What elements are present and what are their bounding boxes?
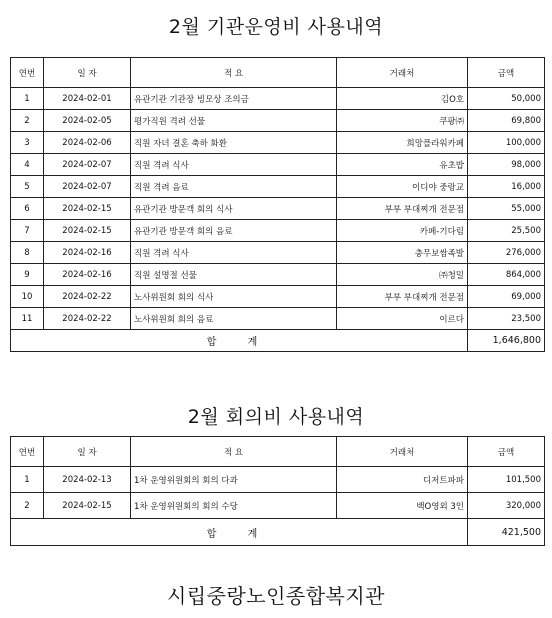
cell-vendor: 쿠팡㈜ [337, 110, 468, 132]
cell-no: 11 [11, 308, 44, 330]
table-row [11, 88, 545, 110]
table-row [11, 467, 545, 493]
cell-date: 2024-02-07 [44, 176, 131, 198]
table-row [11, 110, 545, 132]
table-row [11, 264, 545, 286]
cell-date: 2024-02-15 [44, 198, 131, 220]
cell-vendor: 카페-기다림 [337, 220, 468, 242]
col-header-amount: 금액 [468, 437, 545, 467]
cell-amount: 50,000 [468, 88, 545, 110]
cell-description: 노사위원회 회의 음료 [131, 308, 337, 330]
cell-no: 9 [11, 264, 44, 286]
cell-date: 2024-02-07 [44, 154, 131, 176]
cell-date: 2024-02-22 [44, 286, 131, 308]
cell-date: 2024-02-13 [44, 467, 131, 493]
cell-vendor: 백O영외 3인 [337, 493, 468, 519]
cell-amount: 101,500 [468, 467, 545, 493]
cell-date: 2024-02-05 [44, 110, 131, 132]
cell-amount: 69,800 [468, 110, 545, 132]
cell-amount: 864,000 [468, 264, 545, 286]
total-row [11, 519, 545, 546]
cell-date: 2024-02-22 [44, 308, 131, 330]
table-row [11, 132, 545, 154]
cell-date: 2024-02-15 [44, 220, 131, 242]
section1-title: 2월 기관운영비 사용내역 [168, 16, 384, 38]
col-header-vendor: 거래처 [337, 437, 468, 467]
table-row [11, 308, 545, 330]
table-row [11, 176, 545, 198]
cell-description: 직원 설명절 선물 [131, 264, 337, 286]
cell-description: 평가직원 격려 선물 [131, 110, 337, 132]
cell-description: 직원 격려 식사 [131, 154, 337, 176]
table-row [11, 242, 545, 264]
organization-name: 시립중랑노인종합복지관 [166, 584, 386, 608]
cell-vendor: 이르다 [337, 308, 468, 330]
table-row [11, 198, 545, 220]
cell-amount: 23,500 [468, 308, 545, 330]
cell-no: 1 [11, 88, 44, 110]
cell-date: 2024-02-01 [44, 88, 131, 110]
total-label: 합 계 [11, 330, 468, 352]
cell-vendor: 디저트파파 [337, 467, 468, 493]
meeting-expense-table [10, 436, 545, 546]
cell-no: 2 [11, 493, 44, 519]
total-label: 합 계 [11, 519, 468, 546]
cell-amount: 98,000 [468, 154, 545, 176]
cell-description: 직원 격려 식사 [131, 242, 337, 264]
col-header-no: 연번 [11, 58, 44, 88]
total-amount: 421,500 [468, 519, 545, 546]
total-amount: 1,646,800 [468, 330, 545, 352]
cell-no: 3 [11, 132, 44, 154]
cell-description: 직원 자녀 결혼 축하 화환 [131, 132, 337, 154]
cell-vendor: 부부 부대찌개 전문점 [337, 286, 468, 308]
cell-description: 유관기관 기관장 빙모상 조의금 [131, 88, 337, 110]
cell-no: 5 [11, 176, 44, 198]
cell-description: 직원 격려 음료 [131, 176, 337, 198]
cell-no: 1 [11, 467, 44, 493]
cell-vendor: 유초밥 [337, 154, 468, 176]
cell-date: 2024-02-06 [44, 132, 131, 154]
table-row [11, 220, 545, 242]
cell-vendor: 김O호 [337, 88, 468, 110]
cell-date: 2024-02-15 [44, 493, 131, 519]
cell-amount: 276,000 [468, 242, 545, 264]
total-row [11, 330, 545, 352]
cell-amount: 25,500 [468, 220, 545, 242]
col-header-amount: 금액 [468, 58, 545, 88]
table-row [11, 493, 545, 519]
cell-description: 1차 운영위원회의 회의 다과 [131, 467, 337, 493]
cell-vendor: 부부 부대찌개 전문점 [337, 198, 468, 220]
col-header-date: 일 자 [44, 58, 131, 88]
table-header-row [11, 437, 545, 467]
cell-description: 유관기관 방문객 회의 음료 [131, 220, 337, 242]
cell-no: 7 [11, 220, 44, 242]
table-row [11, 154, 545, 176]
cell-date: 2024-02-16 [44, 264, 131, 286]
cell-description: 유관기관 방문객 회의 식사 [131, 198, 337, 220]
col-header-vendor: 거래처 [337, 58, 468, 88]
col-header-date: 일 자 [44, 437, 131, 467]
table-header-row [11, 58, 545, 88]
col-header-description: 적 요 [131, 437, 337, 467]
cell-date: 2024-02-16 [44, 242, 131, 264]
cell-vendor: 이디야 중랑교 [337, 176, 468, 198]
cell-no: 6 [11, 198, 44, 220]
cell-no: 10 [11, 286, 44, 308]
cell-vendor: 희망플라워카페 [337, 132, 468, 154]
cell-no: 2 [11, 110, 44, 132]
operating-expense-table [10, 57, 545, 352]
cell-no: 4 [11, 154, 44, 176]
cell-amount: 320,000 [468, 493, 545, 519]
section2-title: 2월 회의비 사용내역 [187, 406, 365, 428]
cell-amount: 16,000 [468, 176, 545, 198]
cell-no: 8 [11, 242, 44, 264]
table-row [11, 286, 545, 308]
cell-description: 1차 운영위원회의 회의 수당 [131, 493, 337, 519]
cell-amount: 100,000 [468, 132, 545, 154]
cell-vendor: ㈜청밀 [337, 264, 468, 286]
cell-description: 노사위원회 회의 식사 [131, 286, 337, 308]
cell-amount: 69,000 [468, 286, 545, 308]
cell-vendor: 충무보쌈족발 [337, 242, 468, 264]
col-header-description: 적 요 [131, 58, 337, 88]
col-header-no: 연번 [11, 437, 44, 467]
cell-amount: 55,000 [468, 198, 545, 220]
